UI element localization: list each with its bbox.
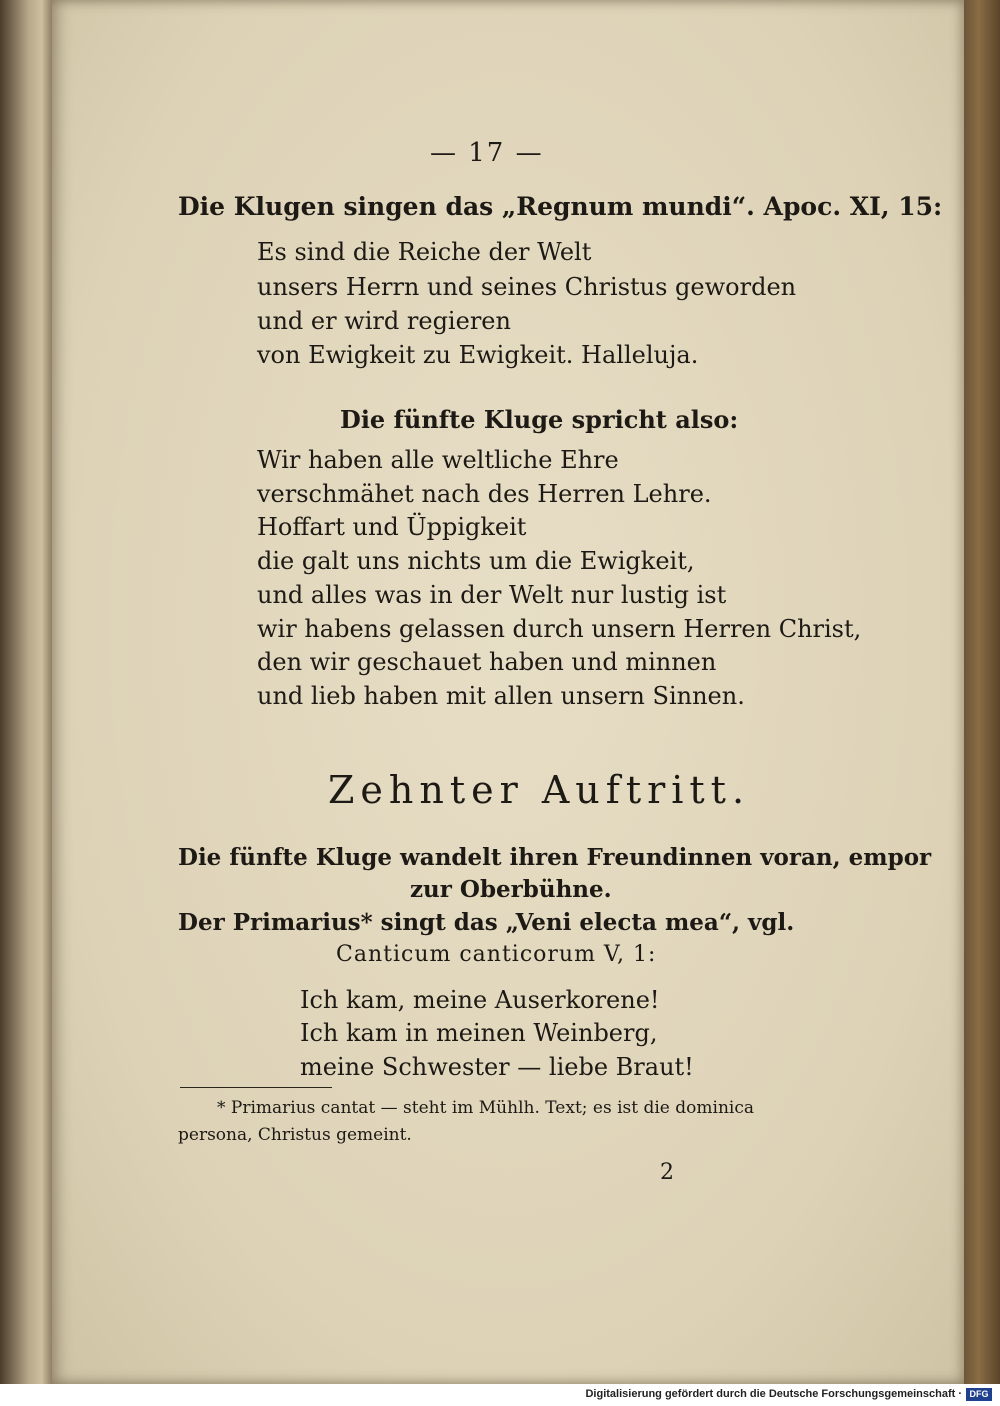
verse-line: Ich kam in meinen Weinberg, — [300, 1019, 658, 1047]
verse-line: unsers Herrn und seines Christus geworden — [257, 273, 797, 301]
verse-line: Wir haben alle weltliche Ehre — [257, 446, 619, 474]
stage-direction: Die fünfte Kluge wandelt ihren Freundinnen voran, empor — [178, 844, 932, 871]
book-fore-edge — [964, 0, 1000, 1384]
funding-credit: Digitalisierung gefördert durch die Deutsche Forschungsgemeinschaft · — [585, 1388, 962, 1400]
verse-line: verschmähet nach des Herren Lehre. — [257, 480, 712, 508]
verse-line: und er wird regieren — [257, 307, 511, 335]
page-number: — 17 — — [430, 138, 544, 168]
footer-bar — [0, 1384, 1000, 1406]
verse-line: Hoffart und Üppigkeit — [257, 513, 527, 541]
verse-line: und lieb haben mit allen unsern Sinnen. — [257, 682, 745, 710]
verse-line: Ich kam, meine Auserkorene! — [300, 986, 660, 1014]
verse-line: und alles was in der Welt nur lustig ist — [257, 581, 727, 609]
section-heading: Die Klugen singen das „Regnum mundi“. Apoc. XI, 15: — [178, 192, 943, 221]
footnote: persona, Christus gemeint. — [178, 1125, 412, 1145]
speaker-heading: Die fünfte Kluge spricht also: — [340, 405, 739, 434]
verse-line: den wir geschauet haben und minnen — [257, 648, 717, 676]
verse-line: die galt uns nichts um die Ewigkeit, — [257, 547, 695, 575]
footnote: * Primarius cantat — steht im Mühlh. Text; es ist die dominica — [217, 1098, 754, 1118]
verse-line: meine Schwester — liebe Braut! — [300, 1053, 694, 1081]
left-page-edge — [0, 0, 52, 1384]
signature-mark: 2 — [660, 1160, 674, 1185]
act-title: Zehnter Auftritt. — [328, 768, 751, 812]
stage-direction: zur Oberbühne. — [410, 876, 612, 903]
verse-line: Es sind die Reiche der Welt — [257, 238, 592, 266]
verse-line: von Ewigkeit zu Ewigkeit. Halleluja. — [257, 341, 699, 369]
canticum-reference: Canticum canticorum V, 1: — [336, 942, 657, 967]
footnote-divider — [180, 1087, 332, 1088]
verse-line: wir habens gelassen durch unsern Herren Christ, — [257, 615, 862, 643]
stage-direction: Der Primarius* singt das „Veni electa mea“, vgl. — [178, 909, 795, 936]
dfg-logo-icon: DFG — [966, 1388, 992, 1401]
